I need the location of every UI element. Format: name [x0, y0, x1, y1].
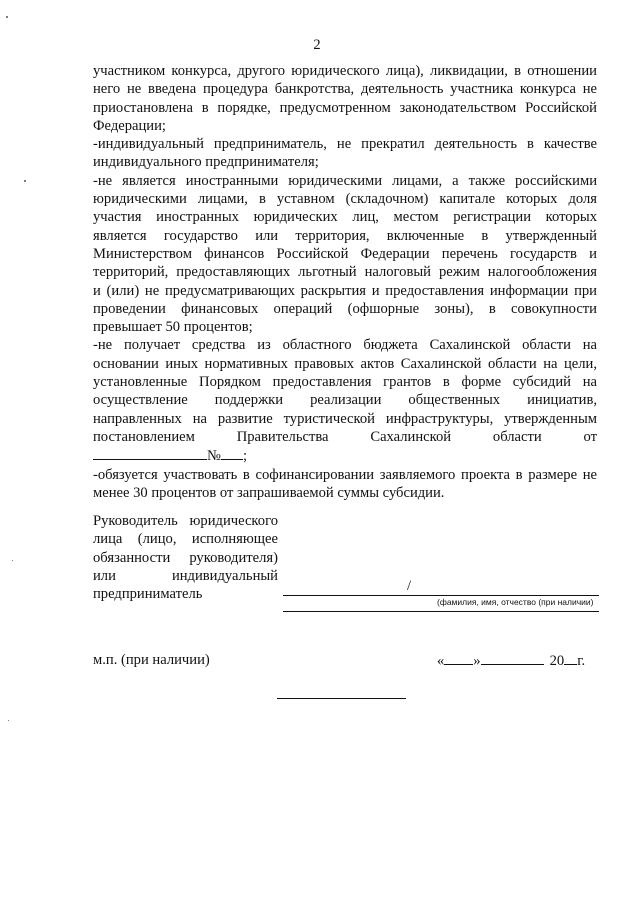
text-line: территорий, предоставляющих льготный налоговый режим налогообложения [93, 264, 597, 281]
text-line: менее 30 процентов от запрашиваемой суммы субсидии. [93, 484, 445, 501]
text-line: -не является иностранными юридическими лицами, а также российскими [93, 172, 597, 189]
signer-line: обязанности руководителя) [93, 549, 278, 566]
signature-line [283, 595, 599, 596]
paragraph-cofinancing [93, 466, 597, 503]
date-blank [93, 446, 207, 460]
paragraph-liquidation [93, 62, 597, 135]
paragraph-foreign-entities [93, 172, 597, 337]
text-line: индивидуального предпринимателя; [93, 154, 319, 171]
resolution-number-line [93, 446, 597, 465]
text-line: -индивидуальный предприниматель, не прекратил деятельность в качестве [93, 136, 597, 153]
close-quote: » [473, 653, 481, 669]
text-line: основании иных нормативных правовых актов Сахалинской области на цели, [93, 355, 597, 372]
text-line: установленные Порядком предоставления грантов в форме субсидий на [93, 374, 597, 391]
signer-line: предприниматель [93, 586, 203, 603]
text-line: участия иностранных юридических лиц, местом регистрации которых [93, 209, 597, 226]
text-line: превышает 50 процентов; [93, 319, 253, 336]
signer-line: Руководитель юридического [93, 513, 278, 529]
open-quote: « [437, 653, 445, 669]
text-line: и (или) не предусматривающих раскрытия и предоставления информации при [93, 282, 597, 299]
number-sign: № [207, 448, 221, 465]
text-line: -обязуется участвовать в софинансировании заявляемого проекта в размере не [93, 466, 597, 483]
number-blank [221, 446, 243, 460]
end-rule [277, 698, 406, 699]
signature-slash: / [407, 578, 412, 594]
text-line: осуществление поддержки реализации общественных инициатив, [93, 392, 597, 409]
text-line: Министерством финансов Российской Федерации перечень государств и [93, 245, 597, 262]
scan-speck [6, 16, 8, 18]
text-line: юридическими лицами, в уставном (складочном) капитале которых доля [93, 191, 597, 208]
scan-speck [8, 720, 9, 721]
text-line: является государство или территория, включенные в утвержденный [93, 227, 597, 244]
year-blank [564, 652, 577, 665]
text-line: направленных на развитие туристической инфраструктуры, утвержденным [93, 410, 597, 427]
document-body [93, 62, 597, 502]
stamp-label: м.п. (при наличии) [93, 652, 210, 668]
text-line: приостановлена в порядке, предусмотренном законодательством Российской [93, 99, 597, 116]
text-line: проведении финансовых операций (офшорные зоны), в совокупности [93, 300, 597, 317]
signer-title [93, 512, 278, 603]
paragraph-entrepreneur [93, 135, 597, 172]
date-field [437, 652, 585, 670]
page-number: 2 [313, 37, 321, 53]
text-line: него не введена процедура банкротства, деятельность участника конкурса не [93, 81, 597, 98]
scan-speck [12, 560, 13, 561]
signer-line: или индивидуальный [93, 567, 278, 584]
paragraph-regional-budget [93, 336, 597, 465]
text-line: постановлением Правительства Сахалинской области от [93, 428, 597, 445]
year-suffix: г. [577, 653, 586, 669]
year-prefix: 20 [549, 653, 565, 669]
text-line: Федерации; [93, 117, 166, 134]
signer-line: лица (лицо, исполняющее [93, 531, 278, 548]
day-blank [444, 652, 473, 665]
text-line: участником конкурса, другого юридического лица), ликвидации, в отношении [93, 63, 597, 79]
signature-caption: (фамилия, имя, отчество (при наличии) [437, 597, 594, 607]
signature-underline [283, 611, 599, 612]
month-blank [481, 652, 544, 665]
semicolon: ; [242, 448, 247, 465]
text-line: -не получает средства из областного бюджета Сахалинской области на [93, 337, 597, 354]
scan-speck [24, 180, 26, 182]
